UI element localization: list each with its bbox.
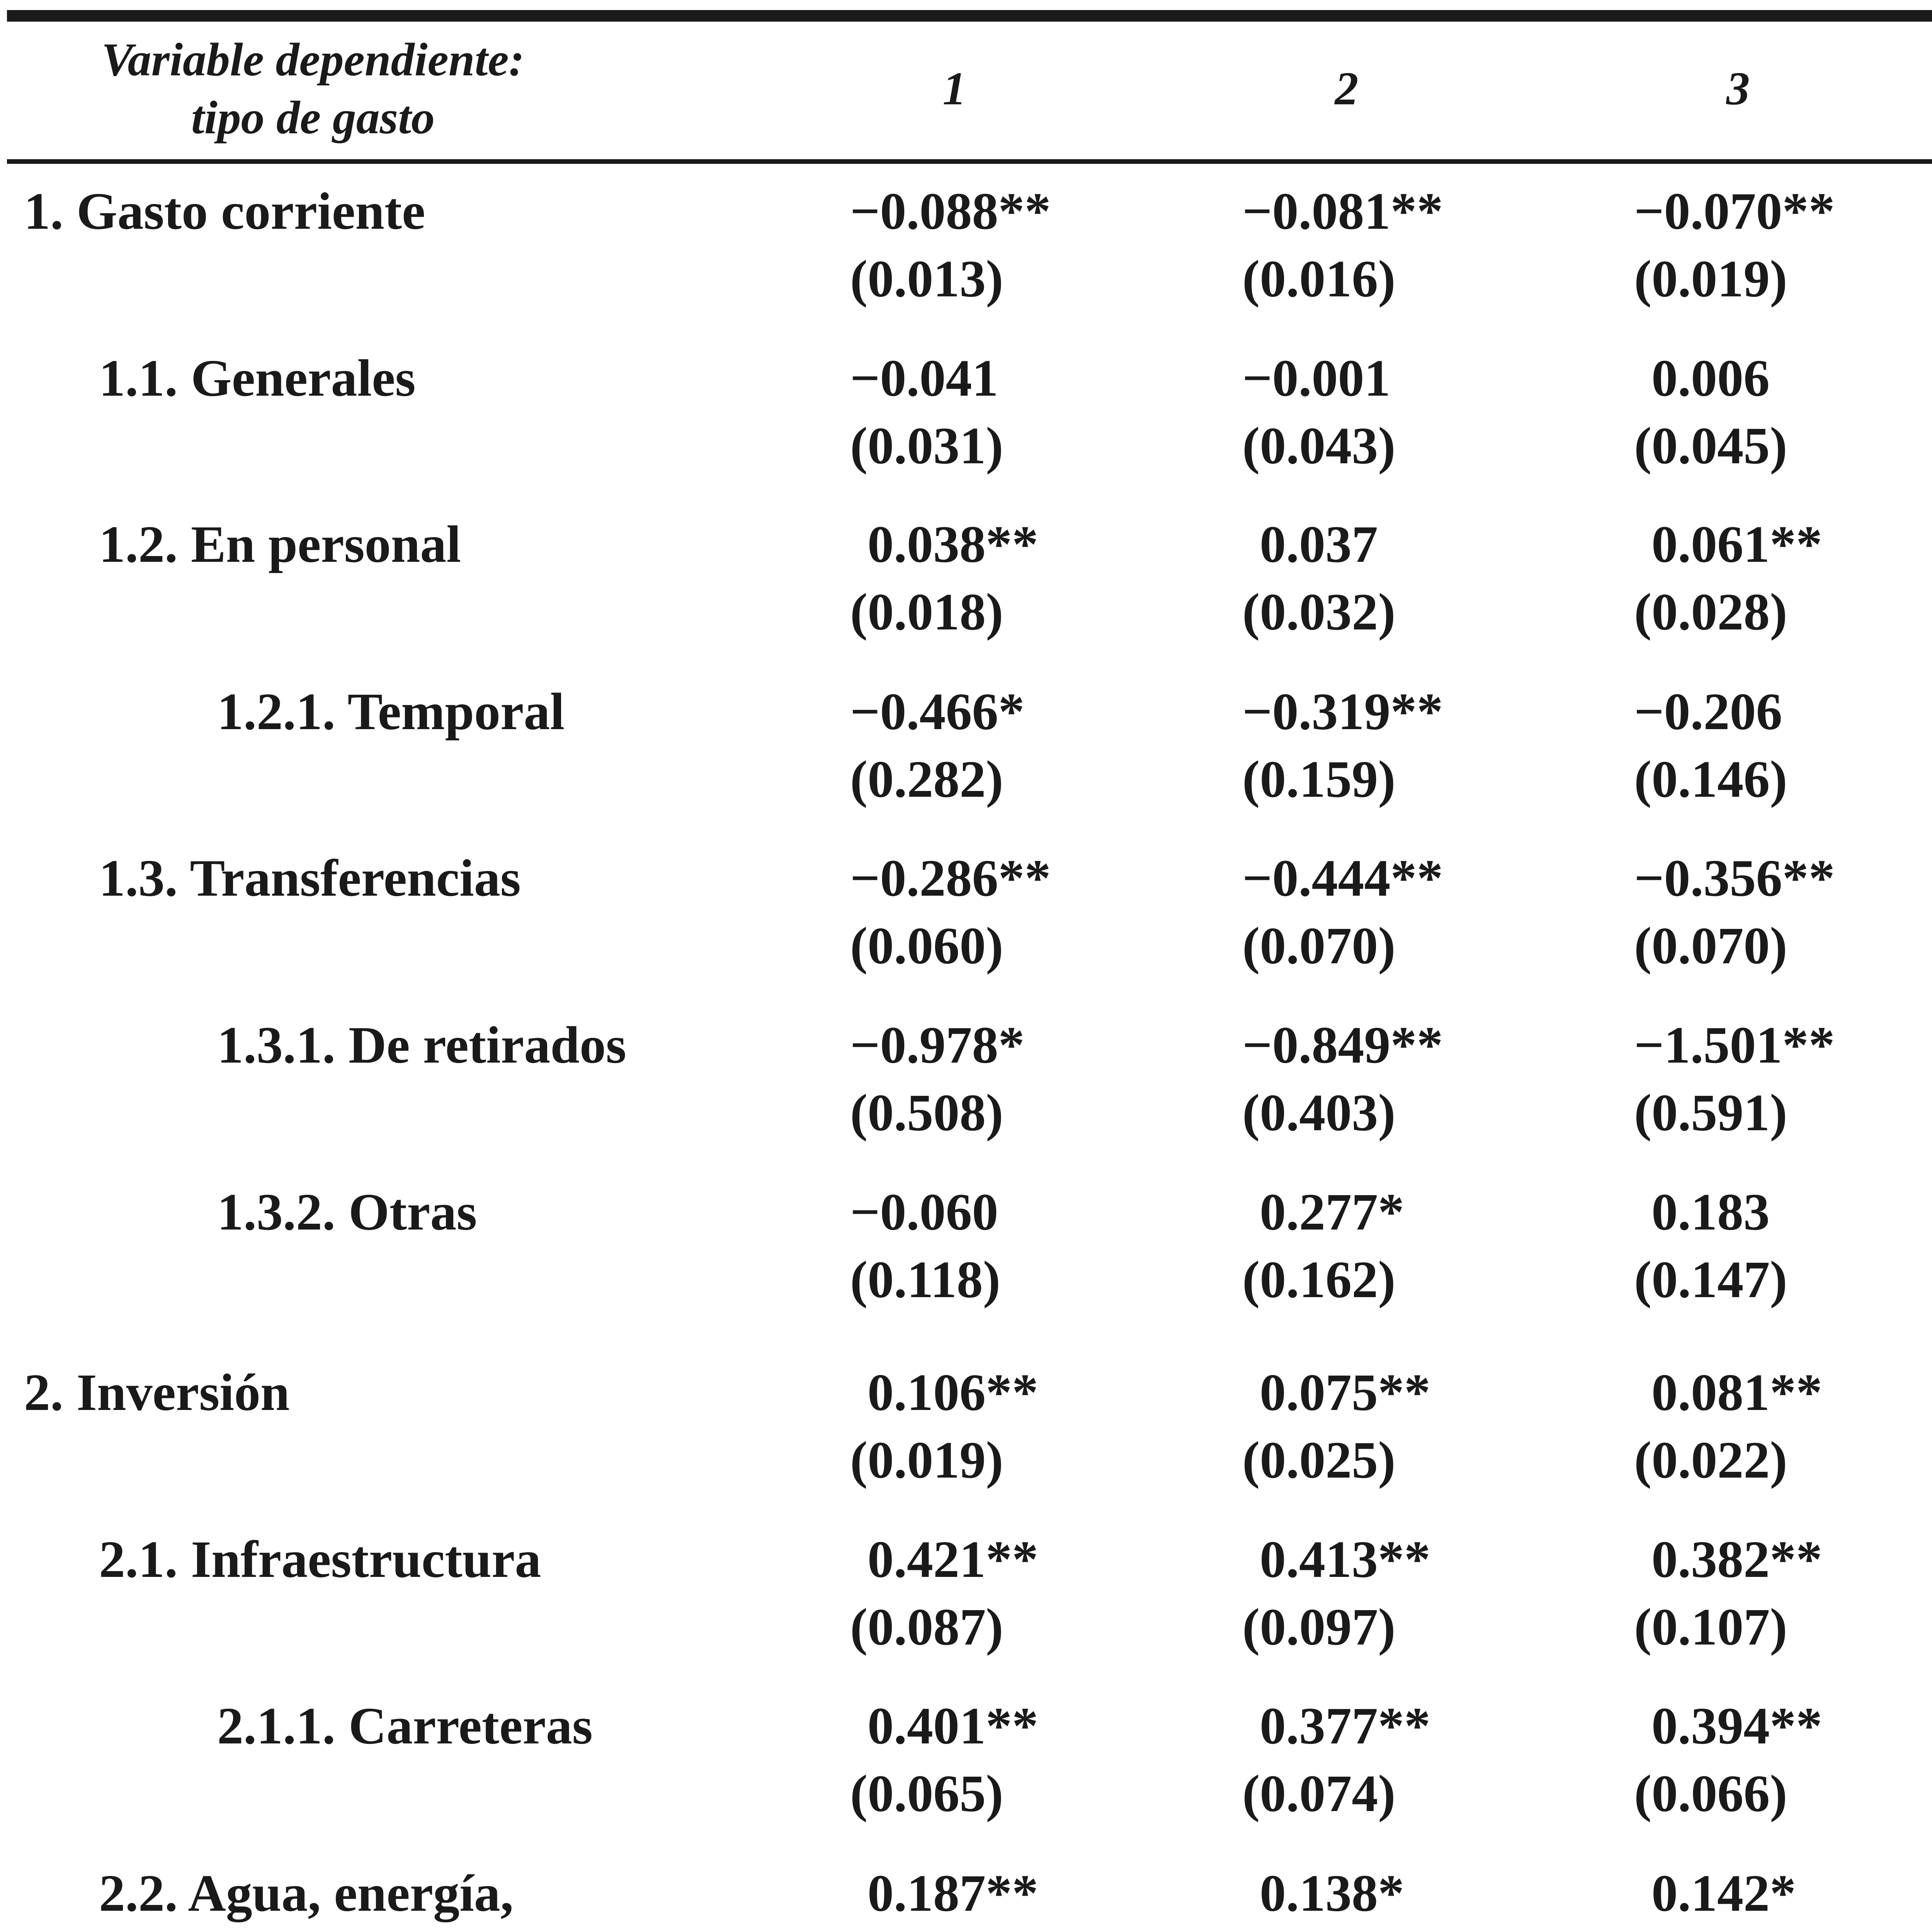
standard-error: (0.019) [850,1431,1003,1489]
cell-col-3 [1634,1179,1932,1314]
standard-error: (0.031) [850,417,1003,475]
coefficient: −0.206 [1634,683,1782,741]
cell-col-1 [850,1860,1159,1932]
standard-error: (0.016) [1242,250,1396,308]
standard-error [850,1927,1159,1932]
cell-col-1 [850,678,1159,813]
cell-col-3 [1634,1359,1932,1494]
row-label [99,511,461,578]
standard-error: (0.074) [1242,1765,1396,1823]
cell-col-2 [1242,345,1551,480]
standard-error: (0.019) [1634,250,1787,308]
header-label-line-2: tipo de gasto [191,92,435,144]
coefficient: 0.038** [867,515,1038,573]
row-label [99,845,521,912]
coefficient: 0.081** [1651,1364,1822,1422]
cell-col-1 [850,1359,1159,1494]
standard-error: (0.025) [1242,1431,1396,1489]
coefficient: −0.088** [850,182,1051,240]
top-rule [7,10,1932,22]
row-label [24,178,425,245]
standard-error: (0.018) [850,583,1003,641]
cell-col-2 [1242,1359,1551,1494]
standard-error: (0.070) [1634,917,1787,975]
standard-error: (0.070) [1242,917,1396,975]
coefficient: −0.286** [850,849,1051,907]
standard-error: (0.147) [1634,1251,1787,1309]
row-label-text: 1.3.1. De retirados [217,1016,626,1074]
coefficient: 0.401** [867,1697,1038,1755]
standard-error: (0.087) [850,1598,1003,1656]
column-header-2: 2 [1335,63,1359,115]
cell-col-3 [1634,1860,1932,1932]
cell-col-3 [1634,678,1932,813]
standard-error: (0.045) [1634,417,1787,475]
standard-error: (0.013) [850,250,1003,308]
header-dependent-variable [12,31,614,147]
cell-col-2 [1242,1526,1551,1661]
coefficient: 0.277* [1260,1183,1404,1241]
standard-error: (0.159) [1242,750,1396,808]
cell-col-3 [1634,1692,1932,1828]
cell-col-1 [850,1526,1159,1661]
standard-error: (0.107) [1634,1598,1787,1656]
row-label-text: 1.2.1. Temporal [217,683,565,741]
standard-error: (0.403) [1242,1084,1396,1142]
coefficient: 0.006 [1651,349,1770,407]
cell-col-1 [850,178,1159,313]
cell-col-2 [1242,1692,1551,1828]
standard-error: (0.066) [1634,1765,1787,1823]
coefficient: −0.356** [1634,849,1835,907]
cell-col-2 [1242,678,1551,813]
cell-col-2 [1242,1179,1551,1314]
cell-col-1 [850,1692,1159,1828]
cell-col-2 [1242,845,1551,980]
row-label [217,1012,626,1079]
standard-error: (0.146) [1634,750,1787,808]
standard-error: (0.097) [1242,1598,1396,1656]
row-label-text: 1. Gasto corriente [24,182,425,240]
coefficient: 0.183 [1651,1183,1770,1241]
cell-col-2 [1242,1012,1551,1147]
row-label [99,1526,541,1594]
standard-error [1634,1927,1932,1932]
standard-error: (0.060) [850,917,1003,975]
coefficient: −0.081** [1242,182,1443,240]
cell-col-3 [1634,845,1932,980]
standard-error [1242,1927,1551,1932]
coefficient: 0.377** [1260,1697,1430,1755]
cell-col-3 [1634,345,1932,480]
header-rule [7,159,1932,164]
cell-col-1 [850,511,1159,646]
row-label [99,1860,557,1932]
coefficient: −0.849** [1242,1016,1443,1074]
coefficient: 0.421** [867,1531,1038,1588]
cell-col-1 [850,1179,1159,1314]
cell-col-1 [850,345,1159,480]
row-label-text: 1.2. En personal [99,515,461,573]
row-label-text: 2. Inversión [24,1364,290,1422]
standard-error: (0.032) [1242,583,1396,641]
column-header-1: 1 [942,63,966,115]
cell-col-2 [1242,1860,1551,1932]
cell-col-3 [1634,1526,1932,1661]
coefficient: −0.978* [850,1016,1025,1074]
standard-error: (0.162) [1242,1251,1396,1309]
standard-error: (0.022) [1634,1431,1787,1489]
row-label-text: 2.1. Infraestructura [99,1531,541,1588]
coefficient: 0.106** [867,1364,1038,1422]
coefficient: −0.466* [850,683,1025,741]
row-label-continuation [99,1927,557,1932]
coefficient: −0.319** [1242,683,1443,741]
row-label-text: 1.1. Generales [99,349,416,407]
cell-col-2 [1242,511,1551,646]
coefficient: −0.070** [1634,182,1835,240]
standard-error: (0.065) [850,1765,1003,1823]
coefficient: 0.413** [1260,1531,1430,1588]
row-label [24,1359,290,1427]
cell-col-3 [1634,511,1932,646]
coefficient: −0.444** [1242,849,1443,907]
cell-col-1 [850,845,1159,980]
coefficient: −0.060 [850,1183,998,1241]
standard-error: (0.508) [850,1084,1003,1142]
cell-col-1 [850,1012,1159,1147]
standard-error: (0.043) [1242,417,1396,475]
coefficient: 0.037 [1260,515,1378,573]
row-label [217,1692,593,1760]
cell-col-2 [1242,178,1551,313]
coefficient: 0.061** [1651,515,1822,573]
standard-error: (0.591) [1634,1084,1787,1142]
coefficient: 0.382** [1651,1531,1822,1588]
coefficient: 0.075** [1260,1364,1430,1422]
row-label [217,1179,477,1246]
row-label [99,345,416,412]
standard-error: (0.118) [850,1251,1001,1309]
cell-col-3 [1634,1012,1932,1147]
row-label-text: 2.2. Agua, energía, [99,1864,514,1922]
row-label-text: 2.1.1. Carreteras [217,1697,593,1755]
row-label-text: 1.3.2. Otras [217,1183,477,1241]
column-header-3: 3 [1726,63,1750,115]
cell-col-3 [1634,178,1932,313]
coefficient: 0.138* [1260,1864,1404,1922]
coefficient: 0.394** [1651,1697,1822,1755]
standard-error: (0.028) [1634,583,1787,641]
header-label-line-1: Variable dependiente: [101,34,525,86]
coefficient: 0.142* [1651,1864,1796,1922]
coefficient: −0.001 [1242,349,1391,407]
row-label-text: 1.3. Transferencias [99,849,521,907]
coefficient: −0.041 [850,349,998,407]
row-label [217,678,565,746]
standard-error: (0.282) [850,750,1003,808]
coefficient: −1.501** [1634,1016,1835,1074]
coefficient: 0.187** [867,1864,1038,1922]
